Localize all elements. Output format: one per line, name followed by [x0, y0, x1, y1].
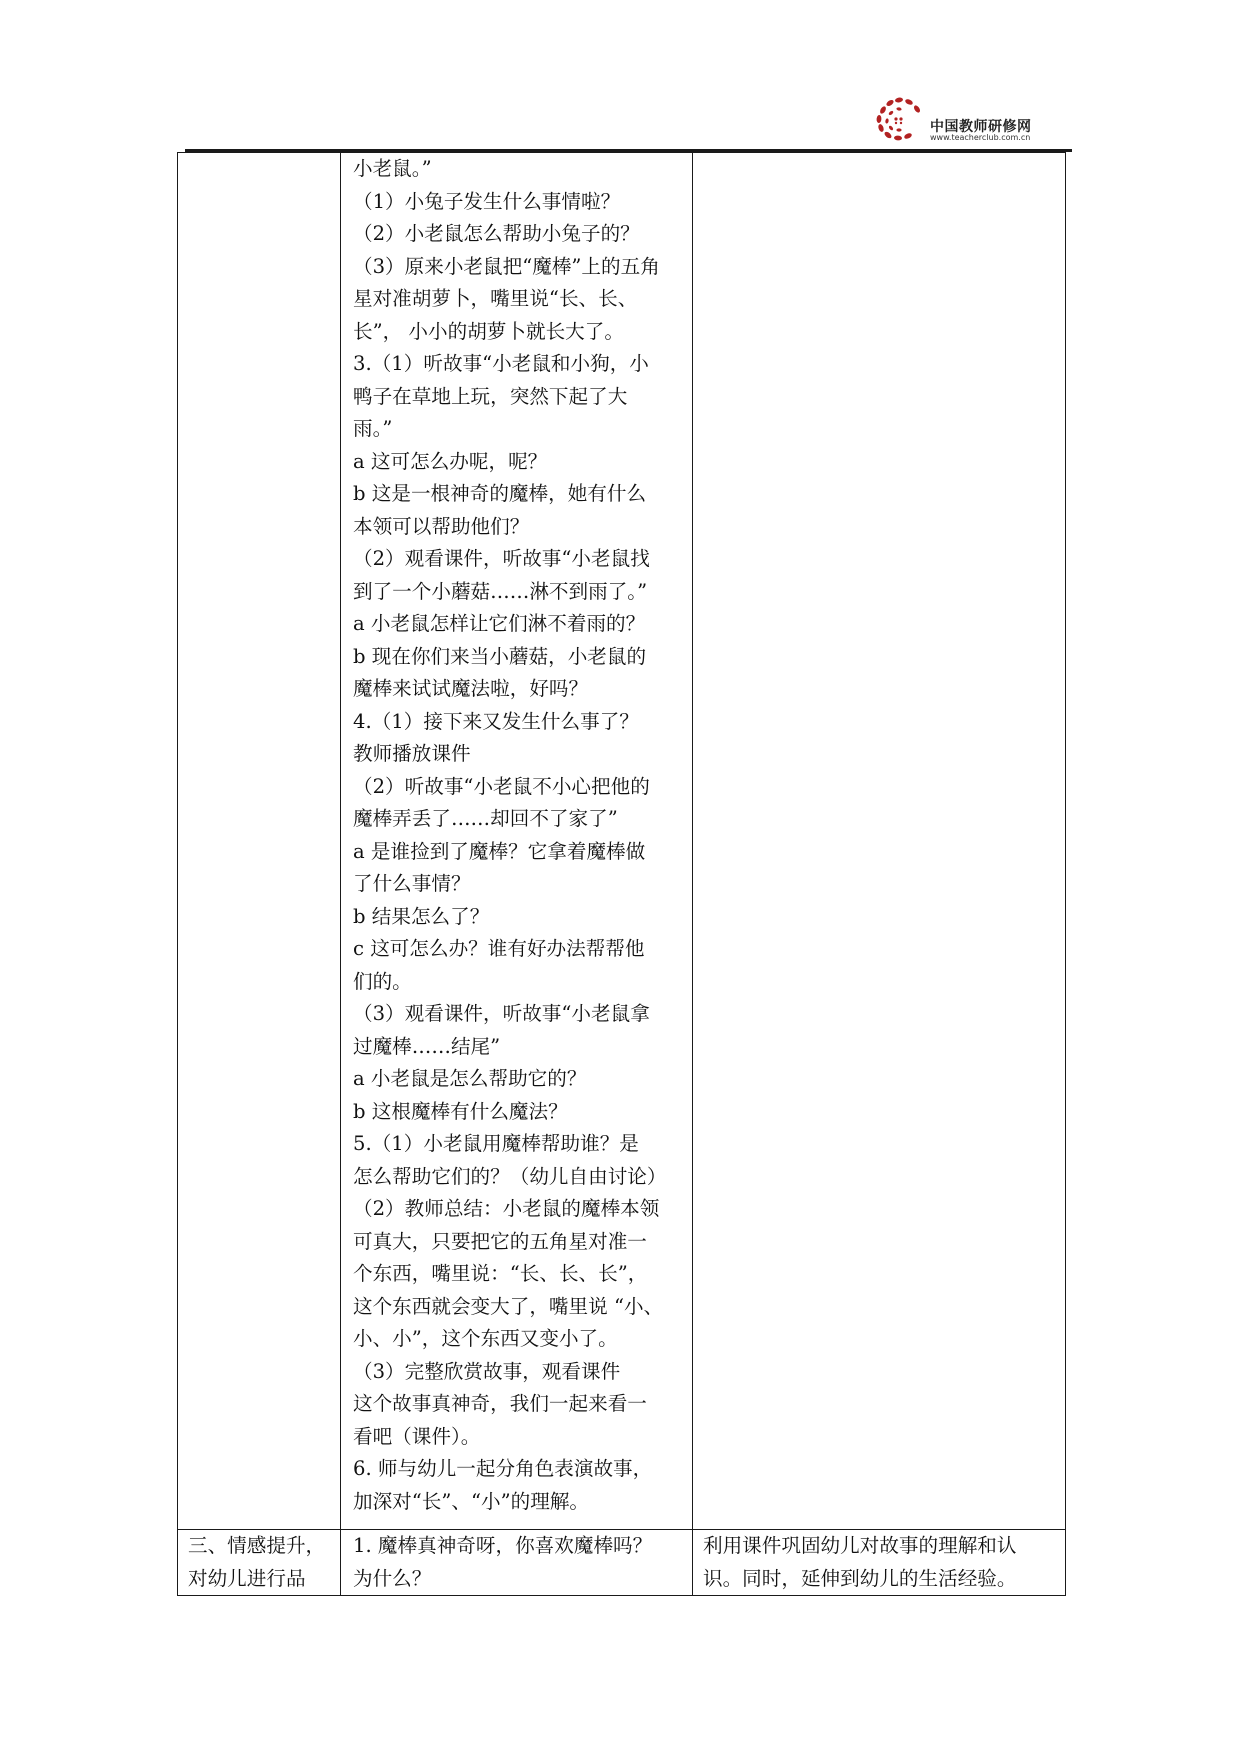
- text-line: 3.（1）听故事“小老鼠和小狗，小: [353, 352, 649, 375]
- text-line: 加深对“长”、“小”的理解。: [353, 1489, 590, 1513]
- text-line: b 结果怎么了？: [353, 904, 490, 928]
- text-line: 长”， 小小的胡萝卜就长大了。: [353, 319, 624, 343]
- text-line: 为什么？: [353, 1566, 432, 1590]
- text-line: 这个东西就会变大了，嘴里说 “小、: [353, 1294, 664, 1318]
- text-line: 4.（1）接下来又发生什么事了？: [353, 709, 639, 733]
- text-line: 可真大，只要把它的五角星对准一: [353, 1229, 647, 1253]
- text-line: a 小老鼠是怎么帮助它的？: [353, 1067, 587, 1090]
- text-line: （2）听故事“小老鼠不小心把他的: [353, 774, 650, 798]
- text-line: 小、小”，这个东西又变小了。: [353, 1327, 618, 1350]
- text-line: 看吧（课件）。: [353, 1424, 481, 1448]
- text-line: （2）观看课件，听故事“小老鼠找: [353, 547, 650, 570]
- activity-cell: [341, 1530, 693, 1596]
- site-logo: [868, 92, 1058, 142]
- text-line: （2）教师总结：小老鼠的魔棒本领: [353, 1197, 660, 1220]
- activity-lines: [353, 1530, 690, 1595]
- text-line: 到了一个小蘑菇……淋不到雨了。”: [353, 579, 648, 603]
- text-line: a 小老鼠怎样让它们淋不着雨的？: [353, 612, 646, 635]
- note-cell: [693, 1530, 1066, 1596]
- text-line: b 这是一根神奇的魔棒，她有什么: [353, 482, 647, 505]
- text-line: （2）小老鼠怎么帮助小兔子的？: [353, 222, 640, 245]
- text-line: （3）完整欣赏故事，观看课件: [353, 1359, 621, 1383]
- text-line: 6. 师与幼儿一起分角色表演故事，: [353, 1457, 653, 1480]
- text-line: 1. 魔棒真神奇呀，你喜欢魔棒吗？: [353, 1534, 653, 1557]
- text-line: b 这根魔棒有什么魔法？: [353, 1099, 568, 1123]
- text-line: 小老鼠。”: [353, 157, 432, 180]
- text-line: 教师播放课件: [353, 742, 471, 765]
- text-line: 魔棒来试试魔法啦，好吗？: [353, 677, 589, 700]
- text-line: 5.（1）小老鼠用魔棒帮助谁？是: [353, 1132, 639, 1155]
- site-url: www.teacherclub.com.cn: [930, 133, 1031, 142]
- stage-cell: [178, 1530, 341, 1596]
- text-line: a 是谁捡到了魔棒？它拿着魔棒做: [353, 839, 646, 863]
- text-line: b 现在你们来当小蘑菇，小老鼠的: [353, 644, 647, 668]
- text-line: 对幼儿进行品: [188, 1566, 306, 1590]
- text-line: 雨。”: [353, 417, 393, 440]
- table-row: [178, 153, 1066, 1530]
- text-line: 们的。: [353, 969, 412, 993]
- text-line: 了什么事情？: [353, 872, 471, 895]
- site-name: 中国教师研修网: [930, 119, 1032, 135]
- text-line: 过魔棒……结尾”: [353, 1034, 501, 1058]
- text-line: 利用课件巩固幼儿对故事的理解和认: [703, 1534, 1017, 1557]
- text-line: 星对准胡萝卜，嘴里说“长、长、: [353, 287, 638, 310]
- text-line: （3）原来小老鼠把“魔棒”上的五角: [353, 254, 660, 278]
- text-line: 鸭子在草地上玩，突然下起了大: [353, 384, 628, 408]
- table-row: [178, 1530, 1066, 1596]
- note-lines: [703, 1530, 1059, 1595]
- text-line: 本领可以帮助他们？: [353, 514, 530, 538]
- text-line: 识。同时，延伸到幼儿的生活经验。: [703, 1566, 1017, 1590]
- stage-cell: [178, 153, 341, 1530]
- text-line: 三、情感提升，: [188, 1534, 326, 1557]
- note-cell: [693, 153, 1066, 1530]
- text-line: 怎么帮助它们的？（幼儿自由讨论）: [353, 1164, 667, 1188]
- text-line: （1）小兔子发生什么事情啦？: [353, 189, 621, 213]
- lesson-plan-table: [177, 152, 1066, 1596]
- activity-cell: [341, 153, 693, 1530]
- text-line: 魔棒弄丢了……却回不了家了”: [353, 807, 618, 830]
- logo-swirl-icon: [868, 92, 930, 142]
- text-line: 这个故事真神奇，我们一起来看一: [353, 1392, 647, 1415]
- activity-lines: [353, 153, 690, 1518]
- text-line: （3）观看课件，听故事“小老鼠拿: [353, 1002, 650, 1025]
- text-line: a 这可怎么办呢，呢？: [353, 449, 548, 473]
- stage-lines: [188, 1530, 334, 1595]
- text-line: 个东西，嘴里说：“长、长、长”，: [353, 1262, 648, 1285]
- text-line: c 这可怎么办？谁有好办法帮帮他: [353, 937, 645, 960]
